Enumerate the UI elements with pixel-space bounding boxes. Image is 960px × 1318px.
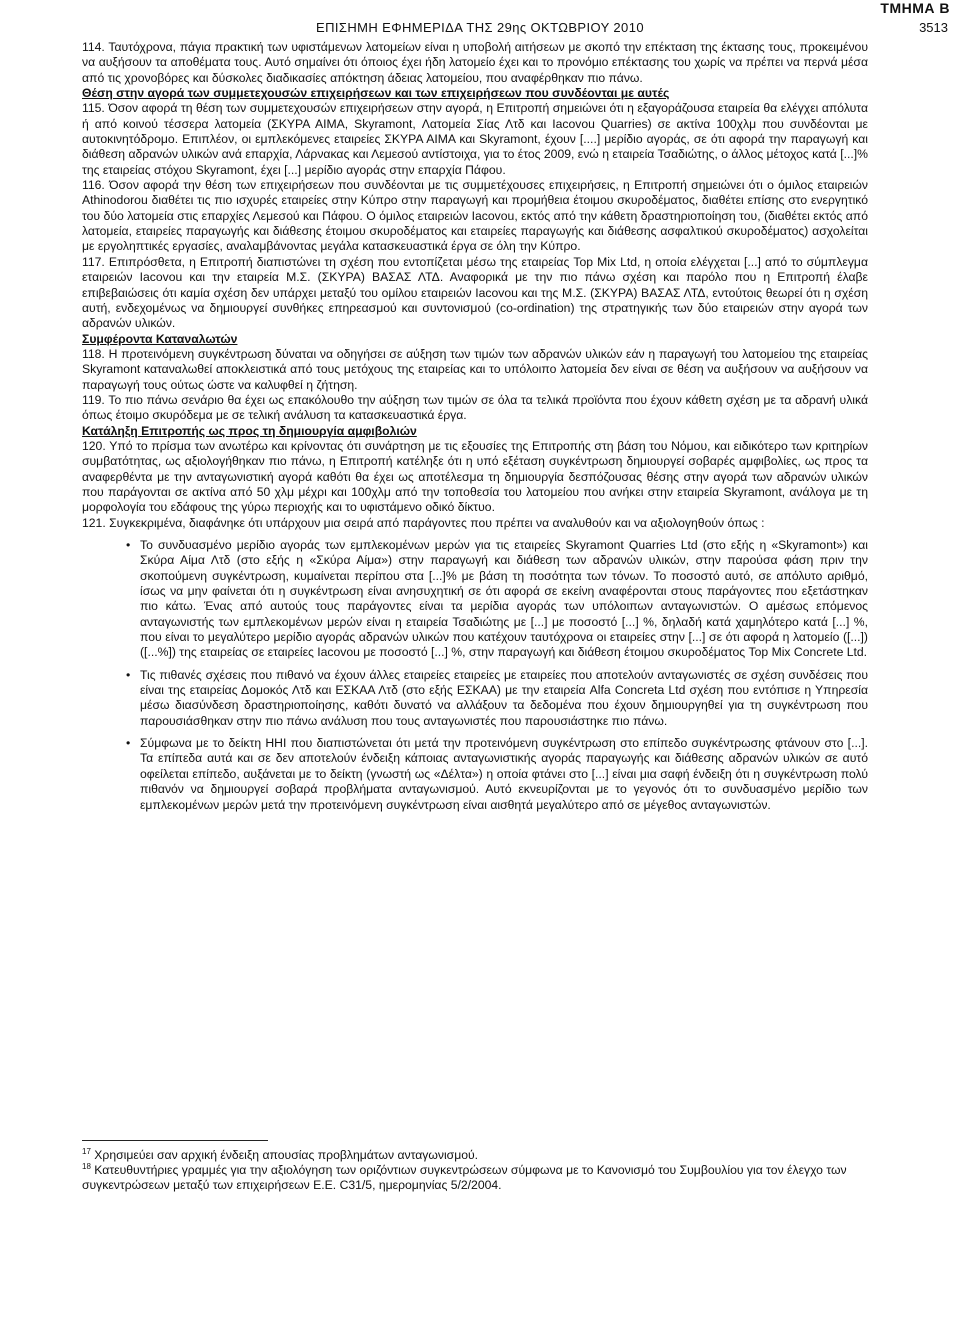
heading-committee-conclusion: Κατάληξη Επιτροπής ως προς τη δημιουργία αμφιβολιών	[82, 423, 417, 438]
bullet-text: Τις πιθανές σχέσεις που πιθανό να έχουν άλλες εταιρείες εταιρείες με εταιρείες που αποτελούν ανταγωνιστές σε σχέση συνδέσεις που είναι της εταιρείας Δομοκός Λτδ και ΕΣΚΑΑ Λτδ (στο εξής ΕΣΚΑΑ) με την εταιρεία Alfa Concreta Ltd σχέση που εντόπισε η Υπηρεσία μέσω διασύνδεση δραστηριοποίησης, καθότι δυνατό να αλλάξουν τα δεδομένα που έχουν δημιουργηθεί για τη συγκέντρωση που παρουσιάσθηκαν στην πιο πάνω ανάλυση που τους ανταγωνιστές που παρουσιάστηκε πιο πάνω.	[140, 667, 868, 728]
footnotes	[82, 1148, 868, 1193]
footnote-text: Χρησιμεύει σαν αρχική ένδειξη απουσίας προβλημάτων ανταγωνισμού.	[94, 1148, 479, 1162]
heading-market-position: Θέση στην αγορά των συμμετεχουσών επιχειρήσεων και των επιχειρήσεων που συνδέονται με αυτές	[82, 86, 670, 101]
bullet-item-relations	[82, 668, 868, 729]
bullet-marker: •	[126, 538, 131, 552]
bullet-marker: •	[126, 667, 131, 682]
document-body	[82, 40, 868, 813]
footnote-divider	[82, 1140, 268, 1141]
paragraph-118: 118. Η προτεινόμενη συγκέντρωση δύναται να οδηγήσει σε αύξηση των τιμών των αδρανών υλικών εάν η παραγωγή του λατομείου της εταιρείας Skyramont καταναλωθεί αποκλειστικά από τους μετόχους της εταιρείας και το υπόλοιπο λατομεία δεν είναι σε θέση να αυξήσουν να αυξήσουν να παραγωγή τους ούτως ώστε να καλυφθεί η ζήτηση.	[82, 346, 868, 392]
footnote-18	[82, 1163, 868, 1193]
paragraph-120: 120. Υπό το πρίσμα των ανωτέρω και κρίνοντας ότι συνάρτηση με τις εξουσίες της Επιτροπής στη βάση του Νόμου, και ειδικότερο των κριτηρίων συμβατότητας, ως αξιολογήθηκαν πιο πάνω, η Επιτροπή κατέληξε ότι η υπό εξέταση συγκέντρωση δημιουργεί σοβαρές αμφιβολίες, ως προς τα αναφερθέντα με την ανταγωνιστική αγορά καθότι θα έχει ως αποτέλεσμα τη δημιουργία δεσπόζουσας θέσης στην αγορά των αδρανών υλικών που παράγονται σε ακτίνα από 50 χλμ μέχρι και 100χλμ από την τοποθεσία του λατομείου που ανήκει στην εταιρεία Skyramont, ανάλογα με τη μορφολογία του εδάφους της γύρω περιοχής και το υφιστάμενο οδικό δίκτυο.	[82, 438, 868, 515]
bullet-text: Το συνδυασμένο μερίδιο αγοράς των εμπλεκομένων μερών για τις εταιρείες Skyramont Quarries Ltd (στο εξής η «Skyramont») και Σκύρα Αίμα Λτδ (στο εξής η «Σκύρα Αίμα») στην παραγωγή και διάθεση των αδρανών υλικών, στην παρούσα φάση πριν την σκοπούμενη συγκέντρωση, κυμαίνεται περίπου στα [...]% με βάση τη ποσότητα των τόνων. Το ποσοστό αυτό, σε απόλυτο αριθμό, ίσως να μην φαίνεται ότι η συγκέντρωση είναι ανησυχητική σε ότι αφορά σε εκείνη αναφέρονται στους παράγοντες που εξετάστηκαν πιο κάτω. Ένας από αυτούς τους παράγοντες είναι τα μερίδια αγοράς των υπόλοιπων ανταγωνιστών. Ο αμέσως επόμενος ανταγωνιστής των εμπλεκομένων μερών είναι η εταιρεία Τσαδιώτης με [...] με ποσοστό [...] %, δηλαδή κατά χαμηλότερο κατά [...] %, που είναι το μεγαλύτερο μερίδιο αγοράς αδρανών υλικών που κατέχουν ταυτόχρονα οι εταιρείες στην [...] σε ότι αφορά η λατομείο ([...]) ([...%]) της εταιρείας σε εταιρείες Iacovou με ποσοστό [...] %, στην παραγωγή και διάθεση έτοιμου σκυροδέματος Top Mix Concrete Ltd.	[140, 538, 868, 660]
paragraph-121: 121. Συγκεκριμένα, διαφάνηκε ότι υπάρχουν μια σειρά από παράγοντες που πρέπει να αναλυθούν και να αξιολογηθούν όπως :	[82, 515, 765, 530]
section-label: ΤΜΗΜΑ Β	[880, 0, 950, 16]
heading-consumer-interests: Συμφέροντα Καταναλωτών	[82, 331, 238, 346]
page-number: 3513	[919, 20, 948, 35]
paragraph-114: 114. Ταυτόχρονα, πάγια πρακτική των υφιστάμενων λατομείων είναι η υποβολή αιτήσεων με σκοπό την επέκταση της έκτασης τους, προκειμένου να αυξήσουν τα αποθέματα τους. Αυτό σημαίνει ότι όποιος έχει ήδη λατομείο έχει και το προνόμιο επέκτασης του χωρίς να πρέπει να περνά μέσα από τις χρονοβόρες και δύσκολες διαδικασίες απόκτηση άδειας λατομείου, που αναφέρθηκαν πιο πάνω.	[82, 40, 868, 85]
paragraph-115: 115. Όσον αφορά τη θέση των συμμετεχουσών επιχειρήσεων στην αγορά, η Επιτροπή σημειώνει ότι η εξαγοράζουσα εταιρεία θα ελέγχει απόλυτα ή από κοινού τέσσερα λατομεία (ΣΚΥΡΑ ΑΙΜΑ, Skyramont, Λατομεία Σίας Λτδ και Iacovou Quarries) σε ακτίνα 100χλμ που συνδέονται με αυτοκινητόδρομο. Επιπλέον, οι εμπλεκόμενες εταιρείες ΣΚΥΡΑ ΑΙΜΑ και Skyramont, έχουν [....] μερίδιο αγοράς, σε ότι αφορά την παραγωγή και διάθεση αδρανών υλικών ανά επαρχία, Λάρνακας και Λεμεσού αντίστοιχα, για το έτος 2009, ενώ η εταιρεία Τσαδιώτης, ο άλλος μέτοχος κατά [...]% της εταιρείας στόχου Skyramont, έχει [...] μερίδιο αγοράς στην επαρχία Πάφου.	[82, 101, 868, 177]
bullet-text: Σύμφωνα με το δείκτη ΗΗΙ που διαπιστώνεται ότι μετά την προτεινόμενη συγκέντρωση στο επίπεδο συγκέντρωσης φτάνουν στο [...]. Τα επίπεδα αυτά και σε δεν αποτελούν ένδειξη κάποιας ανταγωνιστικής αγοράς παραγωγής και διάθεσης αδρανών υλικών σε αυτό οφείλεται επίπεδο, αυξάνεται με το δείκτη (γνωστή ως «Δέλτα») η οποία φτάνει στο [...] είναι μια σαφή ένδειξη ότι η συγκέντρωση πολύ πιθανόν να δημιουργεί σοβαρά προβλήματα ανταγωνισμού. Αυτό εκνευρίζονται με το γεγονός ότι το συνδυασμένο μερίδιο των εμπλεκομένων μερών μετά την προτεινόμενη συγκέντρωση είναι αισθητά μεγαλύτερο από σε μέγεθος ανταγωνιστών.	[140, 736, 868, 812]
footnote-17	[82, 1148, 868, 1163]
paragraph-119: 119. Το πιο πάνω σενάριο θα έχει ως επακόλουθο την αύξηση των τιμών σε όλα τα τελικά προϊόντα που έχουν κάθετη σχέση με τα αδρανή υλικά όπως έτοιμο σκυρόδεμα με σε τελική ανάλυση τα κατασκευαστικά έργα.	[82, 392, 868, 423]
bullet-item-hhi	[82, 736, 868, 813]
paragraph-117: 117. Επιπρόσθετα, η Επιτροπή διαπιστώνει τη σχέση που εντοπίζεται μέσω της εταιρείας Top Mix Ltd, η οποία ελέγχεται [...] από το σύμπλεγμα εταιρειών Iacovou και την εταιρεία Μ.Σ. (ΣΚΥΡΑ) ΒΑΣΑΣ ΛΤΔ. Αναφορικά με την πιο πάνω σχέση και παρόλο που η Επιτροπή έλαβε επιβεβαιώσεις ότι καμία σχέση δεν υπάρχει μεταξύ του ομίλου εταιρειών Iacovou και της Μ.Σ. (ΣΚΥΡΑ) ΒΑΣΑΣ ΛΤΔ, εντούτοις θεωρεί ότι η σχέση αυτή, ενδεχομένως να δημιουργεί συνθήκες επηρεασμού και συντονισμού (co-ordination) της στρατηγικής των δύο εταιρειών στην αγορά των αδρανών υλικών.	[82, 254, 868, 331]
footnote-text: Κατευθυντήριες γραμμές για την αξιολόγηση των οριζόντιων συγκεντρώσεων σύμφωνα με το Κανονισμό του Συμβουλίου για τον έλεγχο των συγκεντρώσεων μεταξύ των επιχειρήσεων Ε.Ε. C31/5, ημερομηνίας 5/2/2004.	[82, 1163, 847, 1192]
bullet-item-market-share	[82, 538, 868, 661]
paragraph-116: 116. Όσον αφορά την θέση των επιχειρήσεων που συνδέονται με τις συμμετέχουσες επιχειρήσεις, η Επιτροπή σημειώνει ότι ο όμιλος εταιρειών Athinodorou διαθέτει τις πιο ισχυρές εταιρείες στην Κύπρο στην παραγωγή και προμήθεια έτοιμου σκυροδέματος, διαθέτει επίσης στο ενεργητικό του δύο λατομεία στις επαρχίες Λεμεσού και Πάφου. Ο όμιλος εταιρειών Iacovou, εκτός από την κάθετη δραστηριοποίηση του, (διαθέτει εκτός από λατομεία, εταιρείες παραγωγής και διάθεσης έτοιμου σκυροδέματος και εταιρείες παραγωγής και διάθεσης ασφαλτικού σκυροδέματος) ασχολείται με εργοληπτικές εργασίες, αναλαμβάνοντας μεγάλα κατασκευαστικά έργα σε όλη την Κύπρο.	[82, 178, 868, 254]
gazette-title: ΕΠΙΣΗΜΗ ΕΦΗΜΕΡΙΔΑ ΤΗΣ 29ης ΟΚΤΩΒΡΙΟΥ 2010	[316, 20, 644, 35]
footnote-number: 18	[82, 1161, 91, 1171]
bullet-marker: •	[126, 736, 131, 751]
footnote-number: 17	[82, 1146, 91, 1156]
